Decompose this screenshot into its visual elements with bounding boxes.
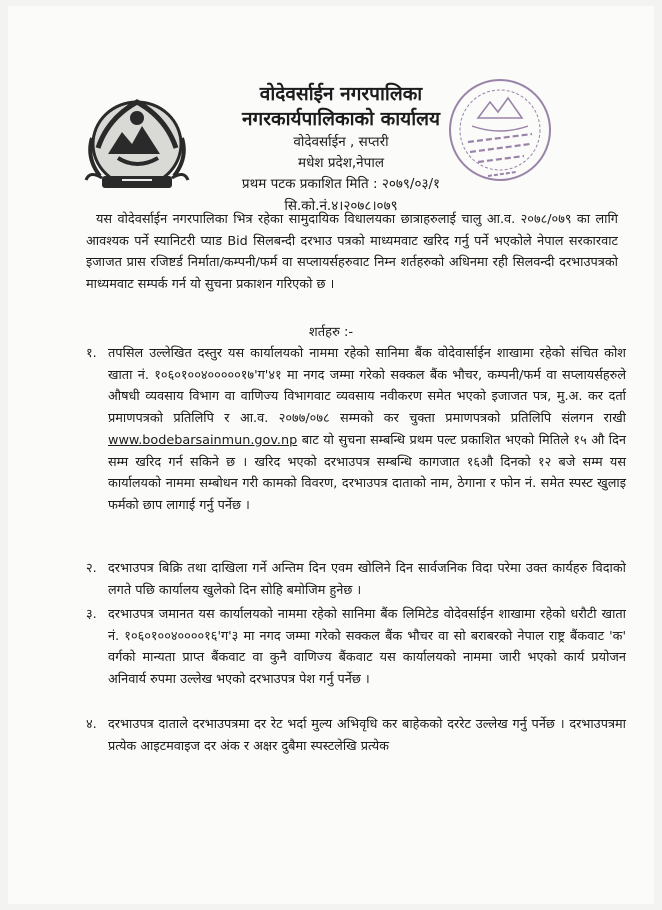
reference-number: सि.को.नं.४।२०७८।०७९ bbox=[284, 198, 398, 214]
website-link[interactable]: www.bodebarsainmun.gov.np bbox=[108, 432, 298, 448]
published-date: प्रथम पटक प्रकाशित मिति : २०७९/०३/१ bbox=[241, 176, 441, 192]
office-name: नगरकार्यपालिकाको कार्यालय bbox=[241, 108, 441, 130]
condition-item bbox=[86, 604, 626, 691]
conditions-heading: शर्तहरु :- bbox=[308, 325, 354, 340]
condition-item bbox=[86, 714, 626, 757]
notice-intro: यस वोदेवर्साईन नगरपालिका भित्र रहेका सामुदायिक विधालयका छात्राहरुलाई चालु आ.व. २०७८/०७९ का लागि आवश्यक पर्ने स्यानिटरी प्याड Bid सिलबन्दी दरभाउ पत्रको माध्यमवाट खरिद गर्नु पर्ने भएकोले नेपाल सरकारवाट इजाजत प्रास रजिष्टर्ड निर्माता/कम्पनी/फर्म वा सप्लायर्सहरुवाट निम्न शर्तहरुको अधिनमा रही सिलवन्दी दरभाउपत्रको माध्यमवाट सम्पर्क गर्न यो सुचना प्रकाशन गरिएको छ । bbox=[86, 212, 618, 292]
condition-text: दरभाउपत्र जमानत यस कार्यालयको नाममा रहेको सानिमा बैंक लिमिटेड वोदेवर्साईन शाखामा रहेको धरौटी खाता नं. १०६०१००४००००१६'ग'३ मा नगद जम्मा गरेको सक्कल बैंक भौचर वा सो बराबरको नेपाल राष्ट्र बैंकवाट 'क' वर्गको मान्यता प्राप्त बैंकवाट वा कुनै वाणिज्य बैंकवाट यस कार्यालयको नाममा जारी भएको कार्य प्रयोजन अनिवार्य रुपमा उल्लेख भएको दरभाउपत्र पेश गर्नु पर्नेछ । bbox=[108, 607, 626, 688]
condition-item bbox=[86, 558, 626, 601]
municipality-name: वोदेवर्साईन नगरपालिका bbox=[259, 83, 423, 105]
condition-number: ४. bbox=[86, 717, 97, 732]
condition-text: बाट यो सुचना सम्बन्धि प्रथम पल्ट प्रकाशित भएको मितिले १५ औ दिन सम्म खरिद गर्न सकिने छ । खरिद भएको दरभाउपत्र सम्बन्धि कागजात १६औ दिनको १२ बजे सम्म यस कार्यालयको नाममा सम्बोधन गरी कामको विवरण, दरभाउपत्र दाताको नाम, ठेगाना र फोन नं. समेत स्पस्ट खुलाइ फर्मको छाप लागाई गर्नु पर्नेछ । bbox=[108, 432, 626, 513]
condition-text: तपसिल उल्लेखित दस्तुर यस कार्यालयको नाममा रहेको सानिमा बैंक वोदेवार्साईन शाखामा रहेको संचित कोश खाता नं. १०६०१००४०००००१७'ग'४१ मा नगद जम्मा गरेको सक्कल बैंक भौचर, कम्पनी/फर्म वा सप्लायर्सहरुले औषधी व्यवसाय विभाग वा वाणिज्य विभागवाट व्यवसाय नवीकरण समेत भएको इजाजत पत्र, मु.अ. कर दर्ता प्रमाणपत्रको प्रतिलिपि र आ.व. २०७७/०७८ सम्मको कर चुक्ता प्रमाणपत्रको प्रतिलिपि संलगन राखी bbox=[108, 346, 626, 427]
condition-text: दरभाउपत्र बिक्रि तथा दाखिला गर्ने अन्तिम दिन एवम खोलिने दिन सार्वजनिक विदा परेमा उक्त कार्यहरु विदाको लगते पछि कार्यालय खुलेको दिन सोहि बमोजिम हुनेछ । bbox=[108, 561, 626, 598]
condition-item bbox=[86, 343, 626, 517]
condition-number: ३. bbox=[86, 607, 97, 622]
address-line-1: वोदेवर्साईन , सप्तरी bbox=[293, 134, 389, 150]
condition-number: २. bbox=[86, 561, 97, 576]
condition-text: दरभाउपत्र दाताले दरभाउपत्रमा दर रेट भर्दा मुल्य अभिवृधि कर बाहेकको दररेट उल्लेख गर्नु पर्नेछ । दरभाउपत्रमा प्रत्येक आइटमवाइज दर अंक र अक्षर दुबैमा स्पस्टलेखि प्रत्येक bbox=[108, 717, 626, 754]
condition-number: १. bbox=[86, 346, 97, 361]
address-line-2: मधेश प्रदेश,नेपाल bbox=[298, 155, 384, 171]
